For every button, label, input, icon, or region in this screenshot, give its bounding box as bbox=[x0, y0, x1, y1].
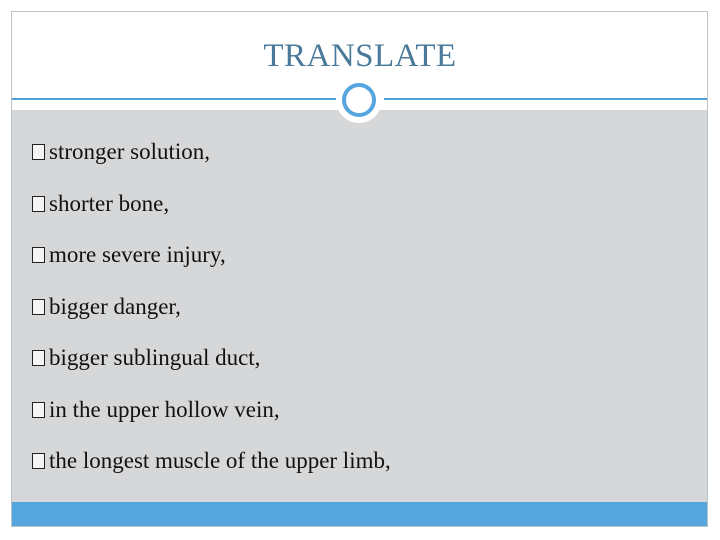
list-item bbox=[32, 289, 391, 341]
missing-glyph-box-icon bbox=[32, 453, 45, 469]
list-item-text: bigger danger, bbox=[49, 293, 181, 319]
list-item bbox=[32, 186, 391, 238]
list-item bbox=[32, 443, 391, 495]
missing-glyph-box-icon bbox=[32, 144, 45, 160]
title-divider-left bbox=[12, 98, 336, 100]
slide-title: TRANSLATE bbox=[263, 38, 457, 74]
list-item-text: the longest muscle of the upper limb, bbox=[49, 448, 391, 473]
circle-ring-icon bbox=[336, 77, 382, 123]
title-divider-right bbox=[384, 98, 707, 100]
list-item bbox=[32, 237, 391, 289]
list-item-text: stronger solution, bbox=[49, 139, 210, 164]
bottom-accent-bar bbox=[12, 502, 707, 526]
list-item-text: bigger sublingual duct, bbox=[49, 345, 261, 370]
missing-glyph-box-icon bbox=[32, 299, 45, 315]
list-item-text: shorter bone, bbox=[49, 190, 170, 216]
missing-glyph-box-icon bbox=[32, 247, 45, 263]
list-item bbox=[32, 340, 391, 392]
list-item bbox=[32, 392, 391, 444]
circle-ring-inner bbox=[342, 83, 376, 117]
missing-glyph-box-icon bbox=[32, 350, 45, 366]
list-item bbox=[32, 134, 391, 186]
bullet-list bbox=[32, 134, 391, 495]
missing-glyph-box-icon bbox=[32, 196, 45, 212]
missing-glyph-box-icon bbox=[32, 402, 45, 418]
list-item-text: more severe injury, bbox=[49, 242, 226, 267]
list-item-text: in the upper hollow vein, bbox=[49, 396, 280, 422]
